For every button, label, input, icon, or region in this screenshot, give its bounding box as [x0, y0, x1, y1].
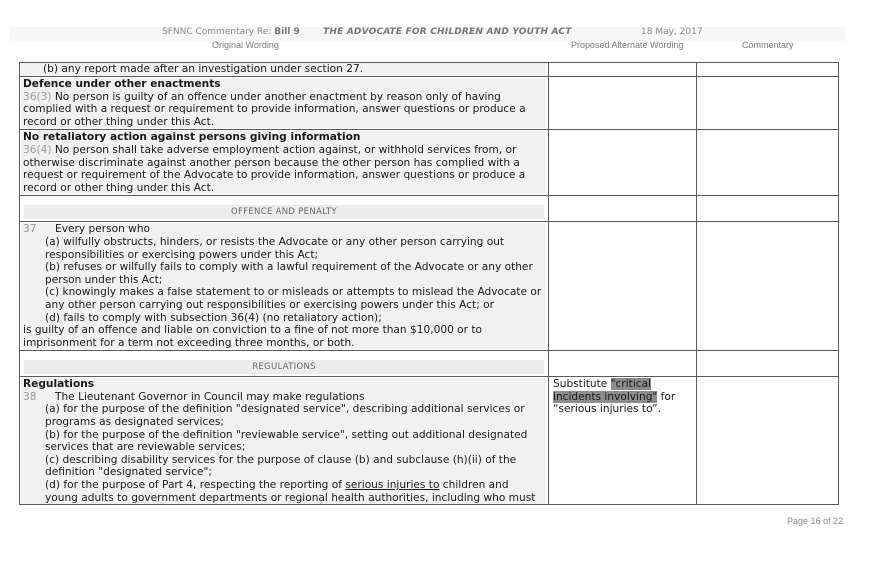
commentary-table: [19, 62, 839, 505]
section-number: 37: [23, 223, 37, 236]
commentary-cell[interactable]: [697, 63, 839, 77]
clause-d: (d) fails to comply with subsection 36(4) (no retaliatory action);: [45, 311, 382, 324]
section-tail: is guilty of an offence and liable on conviction to a fine of not more than $10,000 or to imprisonment for a term not exceeding three months, or both.: [23, 324, 483, 349]
column-header-proposed: Proposed Alternate Wording: [571, 40, 684, 50]
table-row: [20, 63, 839, 77]
proposed-cell[interactable]: [549, 222, 697, 351]
clause-text: (b) any report made after an investigation under section 27.: [21, 63, 546, 76]
original-cell: [20, 351, 549, 377]
clause-c: (c) describing disability services for the purpose of clause (b) and subclause (h)(ii) of the definition "designated service";: [45, 453, 517, 479]
commentary-cell[interactable]: [697, 77, 839, 130]
clause-b: (b) refuses or wilfully fails to comply with a lawful requirement of the Advocate or any other person under this Act;: [45, 261, 533, 286]
original-cell: [20, 222, 549, 351]
clause-d: [23, 479, 544, 504]
proposed-cell[interactable]: [549, 377, 697, 505]
section-block: [21, 378, 546, 504]
clause-b: (b) for the purpose of the definition "reviewable service", setting out additional designated services that are reviewable services;: [45, 428, 528, 454]
section-number: 38: [23, 390, 37, 403]
section-block: [21, 223, 546, 349]
section-divider-regulations: REGULATIONS: [24, 360, 544, 374]
section-divider-offence-and-penalty: OFFENCE AND PENALTY: [24, 205, 544, 219]
section-lead: Every person who: [55, 223, 151, 236]
section-number: 36(4): [23, 143, 52, 156]
original-cell: [20, 130, 549, 196]
clause-d-text: (d) for the purpose of Part 4, respecting the reporting of: [45, 479, 346, 492]
section-text: No person shall take adverse employment action against, or withhold services from, or otherwise discriminate against another person because the other person has complied with a request or requirement of the Advocate to provide information, answer questions or produce a record or other thing under this Act.: [23, 143, 526, 194]
table-row: [20, 222, 839, 351]
act-title-text: THE ADVOCATE FOR CHILDREN AND YOUTH ACT: [323, 27, 572, 37]
section-number: 36(3): [23, 90, 52, 103]
section-lead: The Lieutenant Governor in Council may make regulations: [55, 390, 365, 403]
section-heading: Regulations: [23, 378, 95, 391]
clause-a: (a) for the purpose of the definition "designated service", describing additional services or programs as designated services;: [45, 403, 525, 429]
underlined-phrase: serious injuries to: [345, 479, 440, 492]
table-row: [20, 77, 839, 130]
header-date: 18 May, 2017: [641, 27, 703, 37]
table-row: [20, 377, 839, 505]
section-block: [21, 131, 546, 194]
highlighted-substitution: "critical incidents involving": [553, 378, 658, 403]
original-cell: [20, 77, 549, 130]
proposed-cell[interactable]: [549, 351, 697, 377]
proposed-cell[interactable]: [549, 63, 697, 77]
proposed-text-cont: for “serious injuries to”.: [553, 390, 676, 416]
proposed-cell[interactable]: [549, 130, 697, 196]
section-block: [21, 78, 546, 128]
column-header-original: Original Wording: [212, 40, 279, 50]
commentary-cell[interactable]: [697, 196, 839, 222]
clause-d-text-cont: children and young adults to government departments or regional health authorities, including who must: [45, 479, 536, 504]
proposed-cell[interactable]: [549, 77, 697, 130]
bill-number: Bill 9: [274, 27, 300, 37]
page-number: Page 16 of 22: [787, 516, 844, 526]
commentary-cell[interactable]: [697, 377, 839, 505]
proposed-wording: [549, 377, 696, 417]
header-prefix-text: SFNNC Commentary Re:: [162, 27, 272, 37]
commentary-cell[interactable]: [697, 222, 839, 351]
commentary-cell[interactable]: [697, 351, 839, 377]
act-title: [323, 27, 572, 37]
section-heading: No retaliatory action against persons giving information: [23, 131, 361, 144]
table-row: [20, 351, 839, 377]
proposed-cell[interactable]: [549, 196, 697, 222]
section-heading: Defence under other enactments: [23, 78, 221, 90]
original-cell: [20, 63, 549, 77]
table-row: [20, 196, 839, 222]
original-cell: [20, 196, 549, 222]
clause-c: (c) knowingly makes a false statement to or misleads or attempts to mislead the Advocate or any other person carrying out responsibilities or exercising powers under this Act; or: [45, 286, 542, 311]
header-prefix: [162, 27, 300, 37]
column-header-commentary: Commentary: [742, 40, 794, 50]
original-cell: [20, 377, 549, 505]
clause-a: (a) wilfully obstructs, hinders, or resists the Advocate or any other person carrying out responsibilities or exercising powers under this Act;: [45, 235, 505, 261]
table-row: [20, 130, 839, 196]
commentary-cell[interactable]: [697, 130, 839, 196]
section-text: No person is guilty of an offence under another enactment by reason only of having complied with a request or requirement to provide information, answer questions or produce a record or other thing under this Act.: [23, 90, 526, 128]
proposed-text: Substitute: [553, 378, 611, 391]
